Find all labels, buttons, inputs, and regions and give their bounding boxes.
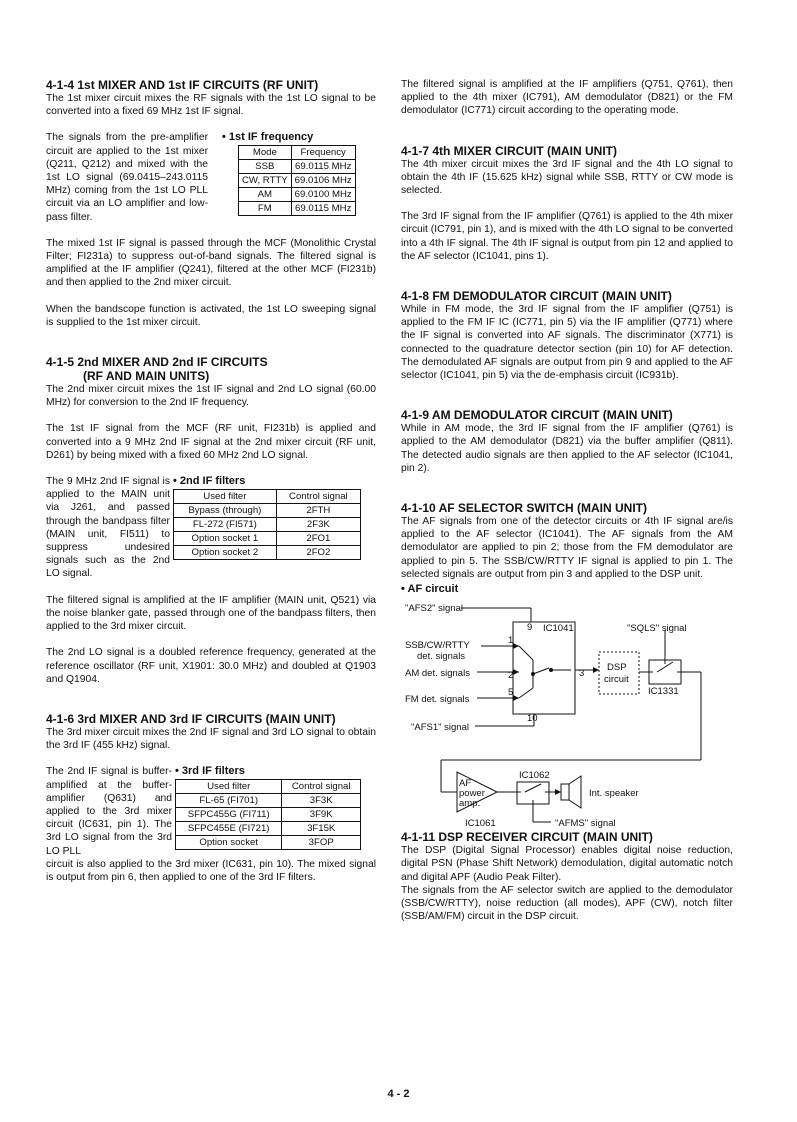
paragraph: The AF signals from one of the detector circuits or 4th IF signal are/is applied to the AF selector (IC1041). The AF signals from the AM demodulator are applied to pin 2; those from the FM demodulator are applied to pin 5. The SSB/CW/RTTY IF signal is applied to pin 1. The selected signals are output from pin 3 and applied to the DSP unit. xyxy=(401,516,733,580)
paragraph: The signals from the pre-amplifier circuit are applied to the 1st mixer (Q211, Q212) and mixed with the 1st LO signal (69.0415–243.0115 MHz) coming from the 1st LO PLL circuit via an LO amplifier and low-pass filter. xyxy=(46,132,208,223)
table-cell: SSB xyxy=(239,160,292,174)
table-cell: SFPC455E (FI721) xyxy=(176,822,282,836)
section-heading-4-1-5: 4-1-5 2nd MIXER AND 2nd IF CIRCUITS (RF AND MAIN UNITS) xyxy=(46,355,268,384)
table-row xyxy=(239,188,356,202)
section-heading-4-1-9: 4-1-9 AM DEMODULATOR CIRCUIT (MAIN UNIT) xyxy=(401,408,673,423)
first-if-frequency-table-box xyxy=(222,131,356,216)
first-if-frequency-table xyxy=(238,145,356,216)
table-row xyxy=(239,202,356,216)
table-cell: 69.0100 MHz xyxy=(291,188,355,202)
paragraph: The filtered signal is amplified at the IF amplifiers (Q751, Q761), then applied to the 4th mixer (IC791), AM demodulator (D821) or the FM demodulator (IC771) circuit according to the operating mode. xyxy=(401,79,733,117)
third-if-filters-table-box xyxy=(175,765,361,850)
paragraph: The DSP (Digital Signal Processor) enables digital noise reduction, digital PSN (Phase Shift Network) demodulation, digital automatic notch and digital APF (Audio Peak Filter). xyxy=(401,845,733,883)
dsp-label-2: circuit xyxy=(604,674,629,686)
table-cell: 3F15K xyxy=(282,822,361,836)
paragraph: The mixed 1st IF signal is passed through the MCF (Monolithic Crystal Filter; FI231a) to suppress out-of-band signals. The filtered signal is amplified at the IF amplifier (Q241), filtered at the other MCF (FI231b) and then applied to the 2nd mixer circuit. xyxy=(46,237,376,289)
table-row xyxy=(176,808,361,822)
pin-3: 3 xyxy=(579,668,585,680)
table-header-row xyxy=(239,146,356,160)
ssb-label-1: SSB/CW/RTTY xyxy=(405,640,470,652)
table-cell: Option socket xyxy=(176,836,282,850)
paragraph: The 3rd mixer circuit mixes the 2nd IF signal and 3rd LO signal to obtain the 3rd IF (455 kHz) signal. xyxy=(46,726,376,752)
table-row xyxy=(174,546,361,560)
table-title: • 3rd IF filters xyxy=(175,765,245,778)
af-amp-label-1: AF xyxy=(459,778,472,790)
pin-1: 1 xyxy=(508,635,514,647)
table-cell: Option socket 2 xyxy=(174,546,277,560)
fm-label: FM det. signals xyxy=(405,694,470,706)
table-cell: CW, RTTY xyxy=(239,174,292,188)
ic1041-box xyxy=(513,622,575,714)
speaker-label: Int. speaker xyxy=(589,788,639,800)
table-header-cell: Control signal xyxy=(276,490,360,504)
table-header-cell: Used filter xyxy=(174,490,277,504)
second-if-filters-table-box xyxy=(173,475,361,560)
paragraph: While in FM mode, the 3rd IF signal from the IF amplifier (Q751) is applied to the FM IF IC (IC771, pin 5) via the IF amplifier (Q771) where the IF signal is converted into AF signals. The discriminator (X771) is connected to the quadrature detector section (pin 10) for AF detection. The demodulated AF signals are output from pin 9 and applied to the AF selector (IC1041, pin 5) via the de-emphasis circuit (IC931b). xyxy=(401,304,733,382)
table-title: • 2nd IF filters xyxy=(173,475,246,488)
figure-title: • AF circuit xyxy=(401,583,459,596)
af-amp-label-2: power xyxy=(459,788,485,800)
paragraph: The 2nd mixer circuit mixes the 1st IF signal and 2nd LO signal (60.00 MHz) for conversion to the 2nd IF frequency. xyxy=(46,384,376,409)
paragraph: While in AM mode, the 3rd IF signal from the IF amplifier (Q761) is applied to the AM demodulator (D821) via the buffer amplifier (Q811). The detected audio signals are then applied to the AF selector (IC1041, pin 2). xyxy=(401,423,733,474)
table-row xyxy=(174,532,361,546)
second-if-block xyxy=(46,475,376,581)
second-if-filters-table xyxy=(173,489,361,560)
table-cell: AM xyxy=(239,188,292,202)
paragraph: The 3rd IF signal from the IF amplifier (Q761) is applied to the 4th mixer circuit (IC791, pin 1), and is mixed with the 4th LO signal to be converted into a 4th IF signal. The 4th IF signal is output from pin 12 and applied to the AF selector (IC1041, pins 1). xyxy=(401,211,733,262)
afs1-label: "AFS1" signal xyxy=(411,722,469,734)
page-number: 4 - 2 xyxy=(387,1088,410,1100)
table-cell: 2F3K xyxy=(276,518,360,532)
dsp-box xyxy=(599,652,639,694)
ic1041-label: IC1041 xyxy=(543,623,574,635)
third-if-filters-table xyxy=(175,779,361,850)
right-column xyxy=(401,78,733,924)
paragraph: The 1st IF signal from the MCF (RF unit, FI231b) is applied and converted into a 9 MHz 2nd IF signal at the 2nd mixer circuit (RF unit, D261) by being mixed with a fixed 60 MHz 2nd LO signal. xyxy=(46,423,376,461)
table-row xyxy=(174,504,361,518)
pin-2: 2 xyxy=(508,670,514,682)
paragraph: The 4th mixer circuit mixes the 3rd IF signal and the 4th LO signal to obtain the 4th IF (15.625 kHz) signal while SSB, RTTY or CW mode is selected. xyxy=(401,158,733,197)
speaker-icon xyxy=(561,784,569,800)
table-cell: FL-65 (FI701) xyxy=(176,794,282,808)
table-row xyxy=(239,174,356,188)
table-row xyxy=(176,836,361,850)
table-row xyxy=(176,822,361,836)
section-heading-4-1-6: 4-1-6 3rd MIXER AND 3rd IF CIRCUITS (MAIN UNIT) xyxy=(46,711,336,726)
section-heading-4-1-8: 4-1-8 FM DEMODULATOR CIRCUIT (MAIN UNIT) xyxy=(401,289,672,304)
ic1331-label: IC1331 xyxy=(648,686,679,698)
table-row xyxy=(176,794,361,808)
table-header-cell: Used filter xyxy=(176,780,282,794)
table-cell: 69.0115 MHz xyxy=(291,202,355,216)
table-cell: 3F9K xyxy=(282,808,361,822)
table-cell: Bypass (through) xyxy=(174,504,277,518)
ic1061-label: IC1061 xyxy=(465,818,496,830)
pin-10: 10 xyxy=(527,713,538,725)
af-circuit-diagram xyxy=(401,600,733,830)
paragraph: The 2nd LO signal is a doubled reference frequency, generated at the reference oscillator (RF unit, X1901: 30.0 MHz) and doubled at Q1903 and Q1904. xyxy=(46,647,376,685)
table-cell: 3FOP xyxy=(282,836,361,850)
paragraph: The filtered signal is amplified at the IF amplifier (MAIN unit, Q521) via the noise blanker gate, passed through one of the bandpass filters, then applied to the 3rd mixer circuit. xyxy=(46,594,376,633)
third-if-block xyxy=(46,765,376,857)
table-title: • 1st IF frequency xyxy=(222,131,314,144)
table-cell: 69.0115 MHz xyxy=(291,160,355,174)
table-cell: Option socket 1 xyxy=(174,532,277,546)
pin-9: 9 xyxy=(527,622,533,634)
paragraph: The 9 MHz 2nd IF signal is applied to the MAIN unit via J261, and passed through the bandpass filter (MAIN unit, FI511) to suppress undesired signals such as the 2nd LO signal. xyxy=(46,476,170,580)
af-amp-label-3: amp. xyxy=(459,798,481,810)
table-cell: 2FTH xyxy=(276,504,360,518)
table-cell: SFPC455G (FI711) xyxy=(176,808,282,822)
section-heading-4-1-10: 4-1-10 AF SELECTOR SWITCH (MAIN UNIT) xyxy=(401,501,648,516)
first-if-block xyxy=(46,131,376,223)
section-heading-4-1-4: 4-1-4 1st MIXER AND 1st IF CIRCUITS (RF UNIT) xyxy=(46,78,319,92)
table-cell: 2FO1 xyxy=(276,532,360,546)
table-cell: FL-272 (FI571) xyxy=(174,518,277,532)
table-header-row xyxy=(174,490,361,504)
ssb-label-2: det. signals xyxy=(417,651,466,663)
dsp-label-1: DSP xyxy=(607,662,627,674)
afs2-label: "AFS2" signal xyxy=(405,603,463,615)
paragraph: The 2nd IF signal is buffer-amplified at the buffer-amplifier (Q631) and applied to the 3rd mixer circuit (IC631, pin 1). The 3rd LO signal from the 3rd LO PLL xyxy=(46,766,172,857)
table-header-row xyxy=(176,780,361,794)
table-row xyxy=(174,518,361,532)
table-row xyxy=(239,160,356,174)
sqls-label: "SQLS" signal xyxy=(627,623,687,635)
table-header-cell: Frequency xyxy=(291,146,355,160)
table-header-cell: Mode xyxy=(239,146,292,160)
table-header-cell: Control signal xyxy=(282,780,361,794)
paragraph: The 1st mixer circuit mixes the RF signals with the 1st LO signal to be converted into a fixed 69 MHz 1st IF signal. xyxy=(46,93,376,118)
section-heading-4-1-7: 4-1-7 4th MIXER CIRCUIT (MAIN UNIT) xyxy=(401,143,617,158)
section-heading-4-1-11: 4-1-11 DSP RECEIVER CIRCUIT (MAIN UNIT) xyxy=(401,830,653,845)
table-cell: 69.0106 MHz xyxy=(291,174,355,188)
paragraph: circuit is also applied to the 3rd mixer (IC631, pin 10). The mixed signal is output from pin 6, then applied to one of the 3rd IF filters. xyxy=(46,858,376,883)
paragraph: When the bandscope function is activated, the 1st LO sweeping signal is supplied to the 1st mixer circuit. xyxy=(46,303,376,328)
afms-label: "AFMS" signal xyxy=(555,818,616,830)
paragraph: The signals from the AF selector switch are applied to the demodulator (SSB/CW/RTTY), noise reduction (all modes), APF (CW), notch filter (SSB/AM/FM) circuit in the DSP circuit. xyxy=(401,884,733,923)
left-column xyxy=(46,78,376,884)
ic1062-label: IC1062 xyxy=(519,770,550,782)
table-cell: FM xyxy=(239,202,292,216)
am-label: AM det. signals xyxy=(405,668,470,680)
table-cell: 2FO2 xyxy=(276,546,360,560)
pin-5: 5 xyxy=(508,687,514,699)
table-cell: 3F3K xyxy=(282,794,361,808)
